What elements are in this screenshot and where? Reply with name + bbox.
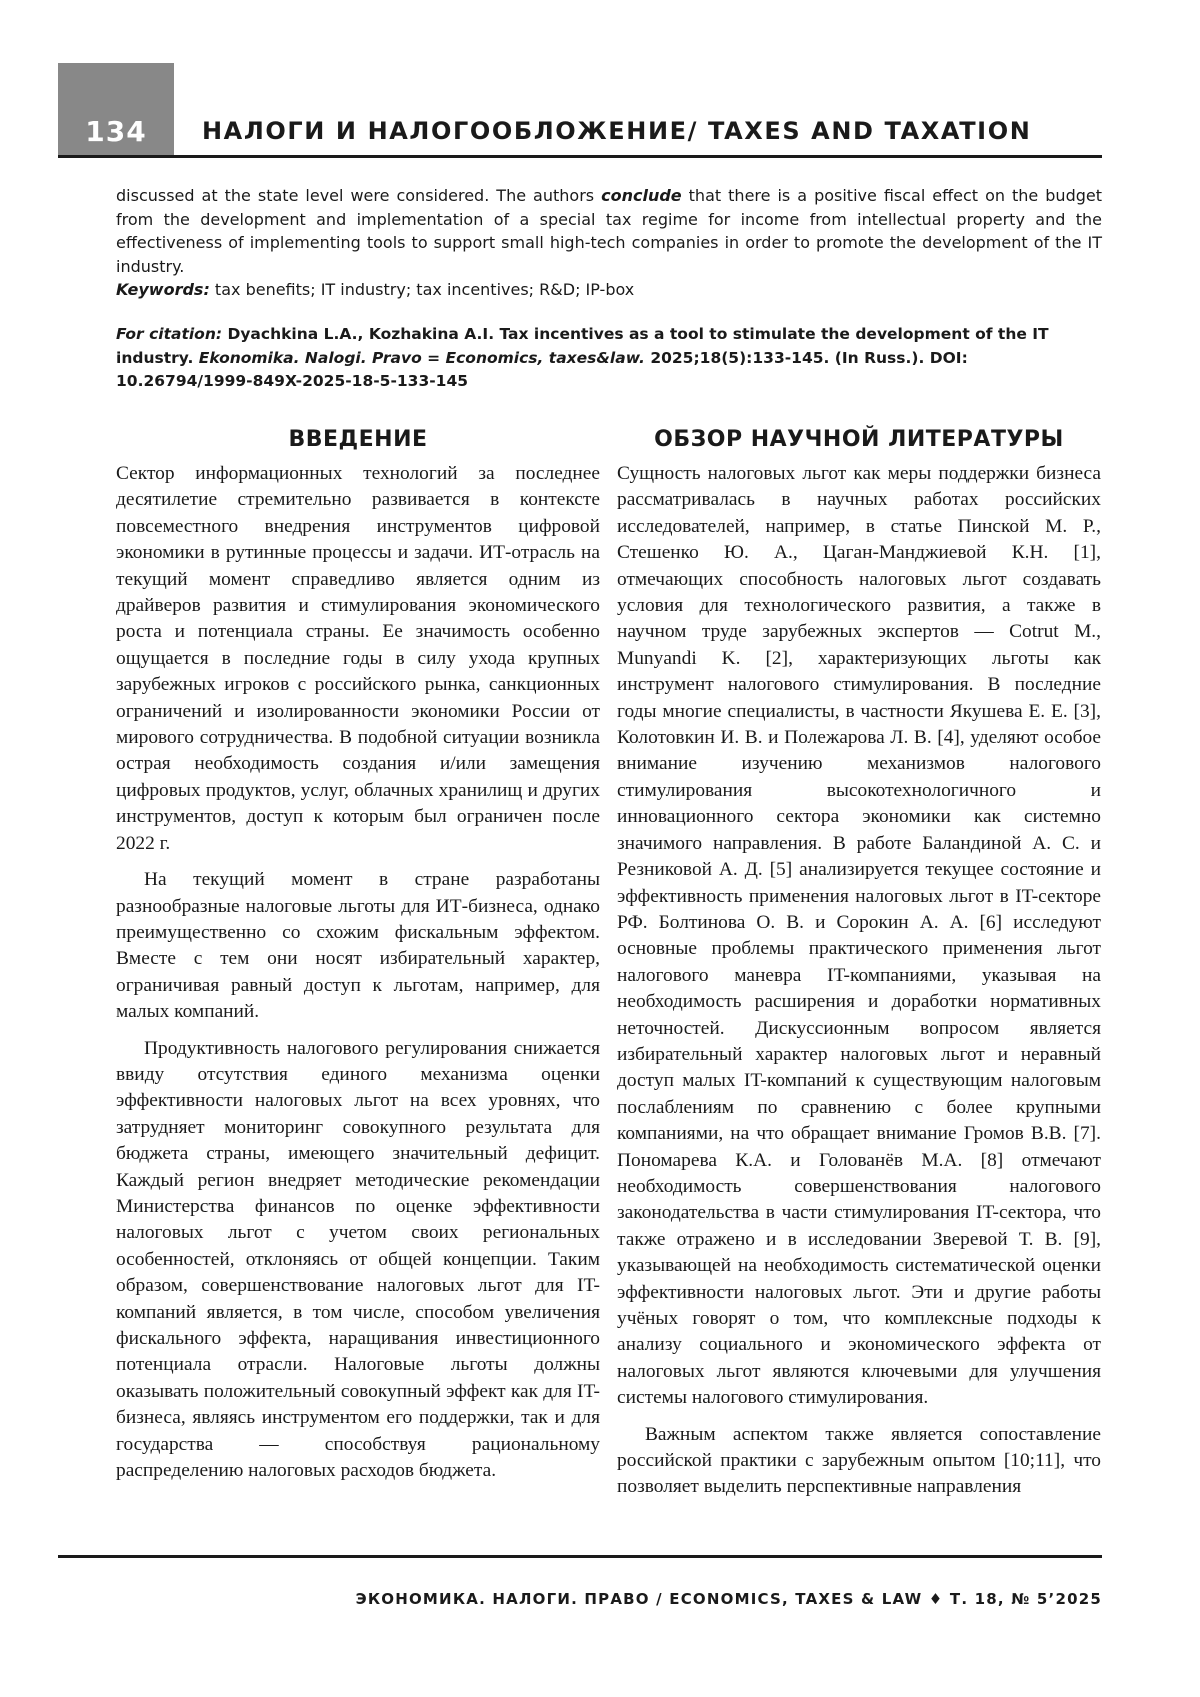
- right-column: [617, 425, 1101, 1511]
- keywords-list: tax benefits; IT industry; tax incentives; R&D; IP-box: [209, 280, 635, 299]
- abstract: [116, 184, 1102, 302]
- section-title: НАЛОГИ И НАЛОГООБЛОЖЕНИЕ/ TAXES AND TAXATION: [202, 117, 1032, 145]
- citation-authors-title: Dyachkina L.A., Kozhakina A.I. Tax incentives as a tool to stimulate the development of the IT industry.: [116, 325, 1049, 367]
- literature-review-heading: ОБЗОР НАУЧНОЙ ЛИТЕРАТУРЫ: [654, 427, 1064, 452]
- abstract-emphasis: conclude: [601, 186, 682, 205]
- introduction-paragraph: Продуктивность налогового регулирования снижается ввиду отсутствия единого механизма оценки эффективности налоговых льгот на всех уровнях, что затрудняет мониторинг совокупного результата для бюджета страны, имеющего значительный дефицит. Каждый регион внедряет методические рекомендации Министерства финансов по оценке эффективности налоговых льгот с учетом своих региональных особенностей, отклоняясь от общей концепции. Таким образом, совершенствование налоговых льгот для IT-компаний является, в том числе, способом увеличения фискального эффекта, наращивания инвестиционного потенциала отрасли. Налоговые льготы должны оказывать положительный совокупный эффект как для IT-бизнеса, являясь инструментом его поддержки, так и для государства — способствуя рациональному распределению налоговых расходов бюджета.: [116, 1037, 600, 1482]
- introduction-heading: ВВЕДЕНИЕ: [288, 427, 428, 452]
- page-number: 134: [85, 115, 147, 148]
- keywords: [116, 278, 1102, 302]
- citation: [116, 323, 1102, 394]
- citation-details: 2025;18(5):133-145. (In Russ.). DOI: 10.26794/1999-849X-2025-18-5-133-145: [116, 348, 968, 390]
- introduction-paragraph: На текущий момент в стране разработаны разнообразные налоговые льготы для ИТ-бизнеса, однако преимущественно со схожим фискальным эффектом. Вместе с тем они носят избирательный характер, ограничивая равный доступ к льготам, например, для малых компаний.: [116, 869, 600, 1023]
- abstract-text: [116, 184, 1102, 278]
- literature-paragraph: Важным аспектом также является сопоставление российской практики с зарубежным опытом [10;11], что позволяет выделить перспективные направления: [617, 1423, 1101, 1498]
- footer: [356, 1590, 1102, 1608]
- header-divider: [58, 155, 1102, 158]
- keywords-label: Keywords:: [116, 280, 210, 299]
- diamond-icon: ♦: [928, 1590, 944, 1608]
- abstract-text-end: that there is a positive fiscal effect on the budget from the development and implementation of a special tax regime for income from intellectual property and the effectiveness of implementing tools to support small high-tech companies in order to promote the development of the IT industry.: [116, 186, 1102, 276]
- citation-journal: Ekonomika. Nalogi. Pravo = Economics, taxes&law.: [198, 348, 645, 367]
- introduction-paragraph: Сектор информационных технологий за последнее десятилетие стремительно развивается в контексте повсеместного внедрения инструментов цифровой экономики в рутинные процессы и задачи. ИТ-отрасль на текущий момент справедливо является одним из драйверов развития и стимулирования экономического роста и потенциала страны. Ее значимость особенно ощущается в последние годы в силу ухода крупных зарубежных игроков с российского рынка, санкционных ограничений и изолированности экономики России от мирового сотрудничества. В подобной ситуации возникла острая необходимость создания и/или замещения цифровых продуктов, услуг, облачных хранилищ и других инструментов, доступ к которым был ограничен после 2022 г.: [116, 463, 600, 854]
- citation-label: For citation:: [116, 325, 223, 343]
- footer-issue: Т. 18, № 5’2025: [949, 1590, 1102, 1608]
- left-column: [116, 425, 600, 1494]
- footer-journal: ЭКОНОМИКА. НАЛОГИ. ПРАВО / ECONOMICS, TAXES & LAW: [355, 1590, 923, 1608]
- literature-paragraph: Сущность налоговых льгот как меры поддержки бизнеса рассматривалась в научных работах российских исследователей, например, в статье Пинской М. Р., Стешенко Ю. А., Цаган-Манджиевой К.Н. [1], отмечающих способность налоговых льгот создавать условия для технологического развития, а также в научном труде зарубежных экспертов — Cotrut M., Munyandi K. [2], характеризующих льготы как инструмент налогового стимулирования. В последние годы многие специалисты, в частности Якушева Е. Е. [3], Колотовкин И. В. и Полежарова Л. В. [4], уделяют особое внимание изучению механизмов налогового стимулирования высокотехнологичного и инновационного сектора экономики как системно значимого направления. В работе Баландиной А. С. и Резниковой А. Д. [5] анализируется текущее состояние и эффективность применения налоговых льгот в IT-секторе РФ. Болтинова О. В. и Сорокин А. А. [6] исследуют основные проблемы практического применения льгот налогового маневра IT-компаниями, указывая на необходимость расширения и доработки нормативных неточностей. Дискуссионным вопросом является избирательный характер налоговых льгот и неравный доступ малых IT-компаний к существующим налоговым послаблениям по сравнению с более крупными компаниями, на что обращает внимание Громов В.В. [7]. Пономарева К.А. и Голованёв М.А. [8] отмечают необходимость совершенствования налогового законодательства в части стимулирования IT-сектора, что также отражено и в исследовании Зверевой Т. В. [9], указывающей на необходимость систематической оценки эффективности налоговых льгот. Эти и другие работы учёных говорят о том, что комплексные подходы к анализу социального и экономического эффекта от налоговых льгот являются ключевыми для улучшения системы налогового стимулирования.: [617, 463, 1101, 1409]
- abstract-text-start: discussed at the state level were considered. The authors: [116, 186, 602, 205]
- footer-divider: [58, 1555, 1102, 1558]
